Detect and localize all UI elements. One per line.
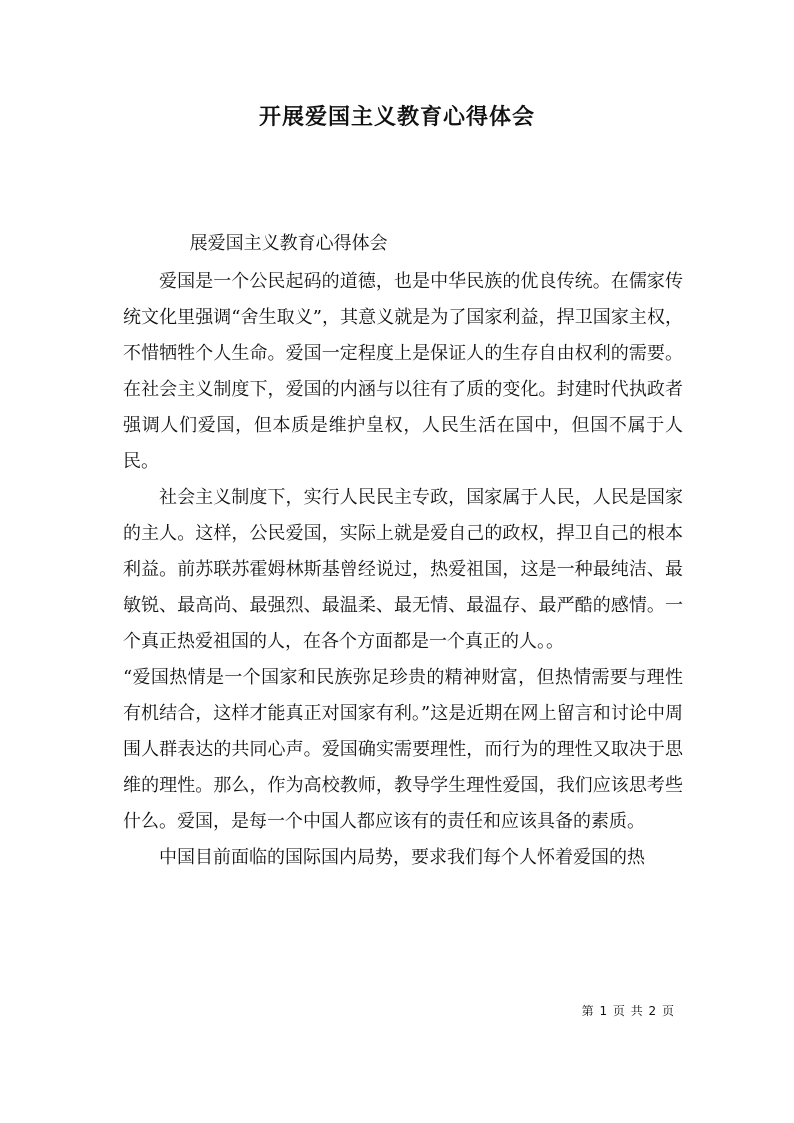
page-number-footer: 第 1 页 共 2 页	[581, 1004, 675, 1018]
document-body	[123, 226, 683, 876]
paragraph-2: 社会主义制度下，实行人民民主专政，国家属于人民，人民是国家的主人。这样，公民爱国，实际上就是爱自己的政权，捍卫自己的根本利益。前苏联苏霍姆林斯基曾经说过，热爱祖国，这是一种最纯洁、最敏锐、最高尚、最强烈、最温柔、最无情、最温存、最严酷的感情。一个真正热爱祖国的人，在各个方面都是一个真正的人。。	[123, 487, 683, 652]
document-title: 开展爱国主义教育心得体会	[258, 104, 535, 130]
paragraph-4: 中国目前面临的国际国内局势，要求我们每个人怀着爱国的热	[159, 847, 645, 868]
document-subtitle: 展爱国主义教育心得体会	[189, 233, 388, 254]
paragraph-1: 爱国是一个公民起码的道德，也是中华民族的优良传统。在儒家传统文化里强调“舍生取义”，其意义就是为了国家利益，捍卫国家主权，不惜牺牲个人生命。爱国一定程度上是保证人的生存自由权利的需要。在社会主义制度下，爱国的内涵与以往有了质的变化。封建时代执政者强调人们爱国，但本质是维护皇权，人民生活在国中，但国不属于人民。	[123, 271, 683, 472]
paragraph-3: “爱国热情是一个国家和民族弥足珍贵的精神财富，但热情需要与理性有机结合，这样才能真正对国家有利。”这是近期在网上留言和讨论中周围人群表达的共同心声。爱国确实需要理性，而行为的理性又取决于思维的理性。那么，作为高校教师，教导学生理性爱国，我们应该思考些什么。爱国，是每一个中国人都应该有的责任和应该具备的素质。	[123, 667, 683, 832]
